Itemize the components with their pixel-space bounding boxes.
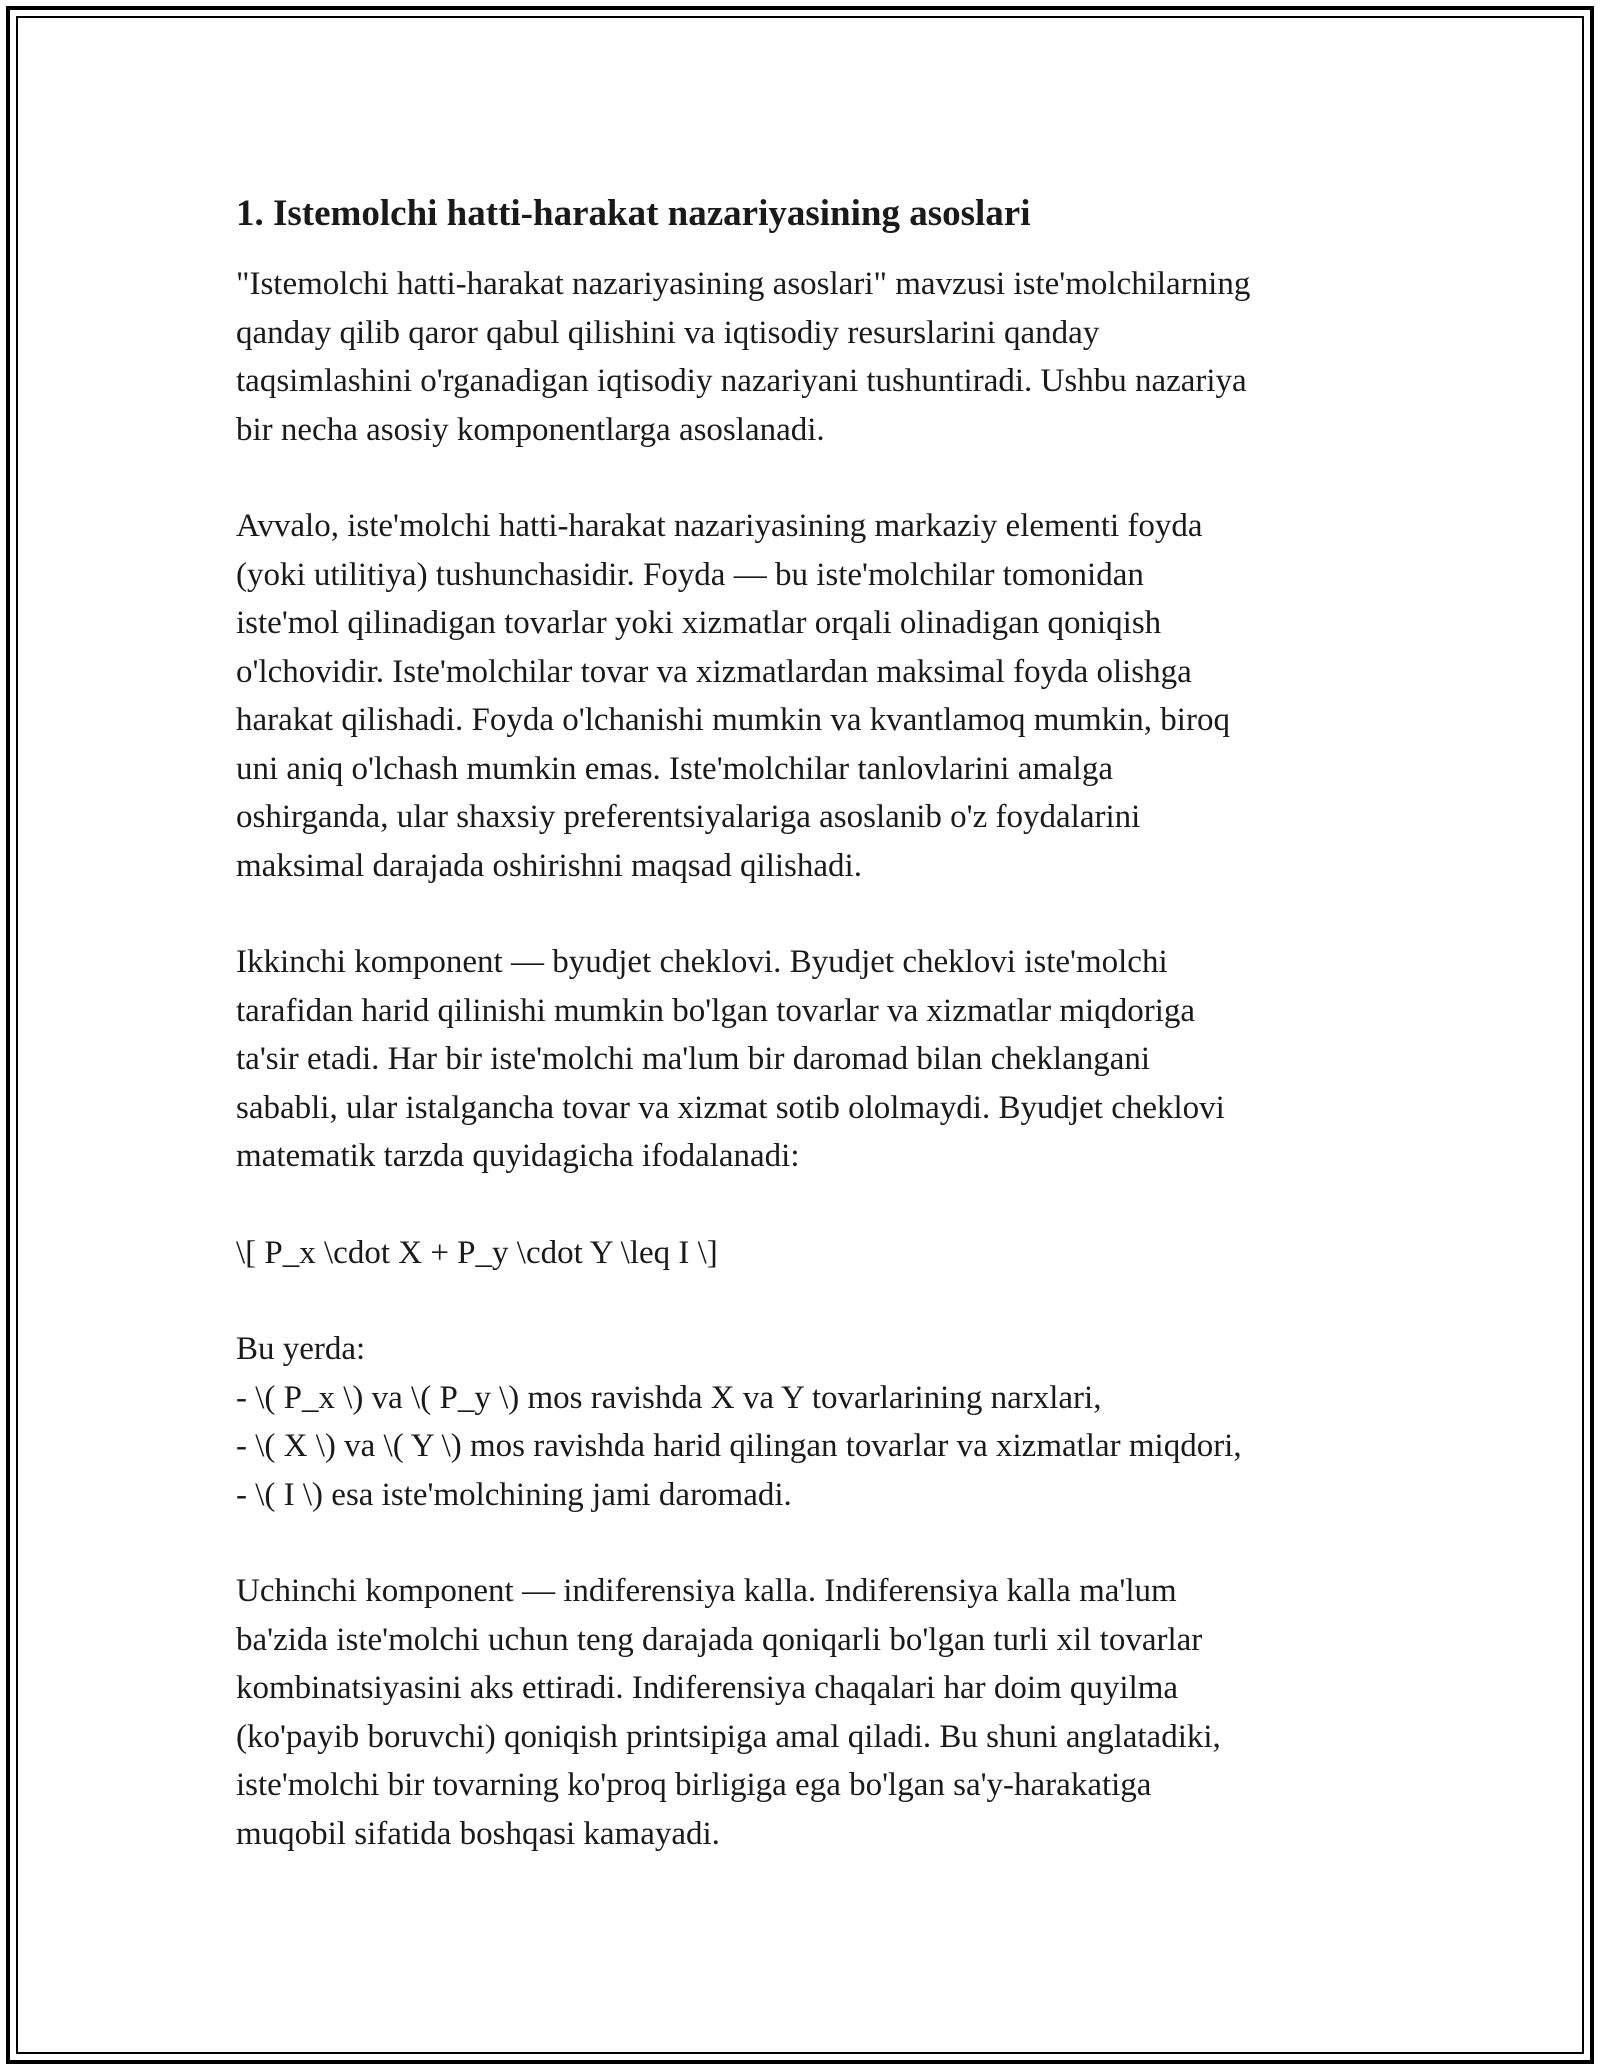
text-line: Avvalo, iste'molchi hatti-harakat nazariyasining markaziy elementi foyda (236, 508, 1203, 544)
text-line: uni aniq o'lchash mumkin emas. Iste'molchilar tanlovlarini amalga (236, 750, 1113, 787)
paragraph-intro (236, 260, 1386, 454)
text-line: muqobil sifatida boshqasi kamayadi. (236, 1815, 720, 1852)
text-line: Ikkinchi komponent — byudjet cheklovi. Byudjet cheklovi iste'molchi (236, 944, 1168, 980)
paragraph-indifference (236, 1567, 1386, 1858)
text-line: kombinatsiyasini aks ettiradi. Indiferensiya chaqalari har doim quyilma (236, 1670, 1179, 1706)
text-line: sababli, ular istalgancha tovar va xizmat sotib ololmaydi. Byudjet cheklovi (236, 1089, 1225, 1126)
paragraph-budget (236, 938, 1386, 1181)
section-heading: 1. Istemolchi hatti-harakat nazariyasining asoslari (236, 193, 1031, 234)
text-line: maksimal darajada oshirishni maqsad qilishadi. (236, 847, 862, 884)
text-line: qanday qilib qaror qabul qilishini va iqtisodiy resurslarini qanday (236, 314, 1100, 351)
text-line: matematik tarzda quyidagicha ifodalanadi: (236, 1138, 800, 1174)
text-line: harakat qilishadi. Foyda o'lchanishi mumkin va kvantlamoq mumkin, biroq (236, 702, 1230, 738)
text-line: Bu yerda: (236, 1331, 366, 1367)
text-line: iste'mol qilinadigan tovarlar yoki xizmatlar orqali olinadigan qoniqish (236, 605, 1162, 641)
text-line: oshirganda, ular shaxsiy preferentsiyalariga asoslanib o'z foydalarini (236, 799, 1141, 835)
text-line: iste'molchi bir tovarning ko'proq birligiga ega bo'lgan sa'y-harakatiga (236, 1767, 1152, 1803)
text-line: (ko'payib boruvchi) qoniqish printsipiga amal qiladi. Bu shuni anglatadiki, (236, 1718, 1221, 1755)
text-line: bir necha asosiy komponentlarga asoslanadi. (236, 411, 825, 448)
list-item: - \( P_x \) va \( P_y \) mos ravishda X va Y tovarlarining narxlari, (236, 1379, 1102, 1416)
text-line: taqsimlashini o'rganadigan iqtisodiy nazariyani tushuntiradi. Ushbu nazariya (236, 363, 1247, 399)
text-line: tarafidan harid qilinishi mumkin bo'lgan tovarlar va xizmatlar miqdoriga (236, 992, 1196, 1029)
text-line: (yoki utilitiya) tushunchasidir. Foyda — bu iste'molchilar tomonidan (236, 556, 1144, 593)
budget-formula: \[ P_x \cdot X + P_y \cdot Y \leq I \] (236, 1234, 718, 1271)
paragraph-definitions (236, 1325, 1386, 1519)
text-line: ba'zida iste'molchi uchun teng darajada qoniqarli bo'lgan turli xil tovarlar (236, 1621, 1203, 1658)
text-line: o'lchovidir. Iste'molchilar tovar va xizmatlardan maksimal foyda olishga (236, 653, 1192, 690)
list-item: - \( X \) va \( Y \) mos ravishda harid qilingan tovarlar va xizmatlar miqdori, (236, 1428, 1242, 1464)
text-line: Uchinchi komponent — indiferensiya kalla. Indiferensiya kalla ma'lum (236, 1573, 1177, 1609)
text-line: ta'sir etadi. Har bir iste'molchi ma'lum bir daromad bilan cheklangani (236, 1041, 1151, 1077)
document-body (236, 188, 1386, 1906)
paragraph-utility (236, 502, 1386, 890)
text-line: "Istemolchi hatti-harakat nazariyasining asoslari" mavzusi iste'molchilarning (236, 266, 1251, 302)
list-item: - \( I \) esa iste'molchining jami daromadi. (236, 1476, 792, 1513)
